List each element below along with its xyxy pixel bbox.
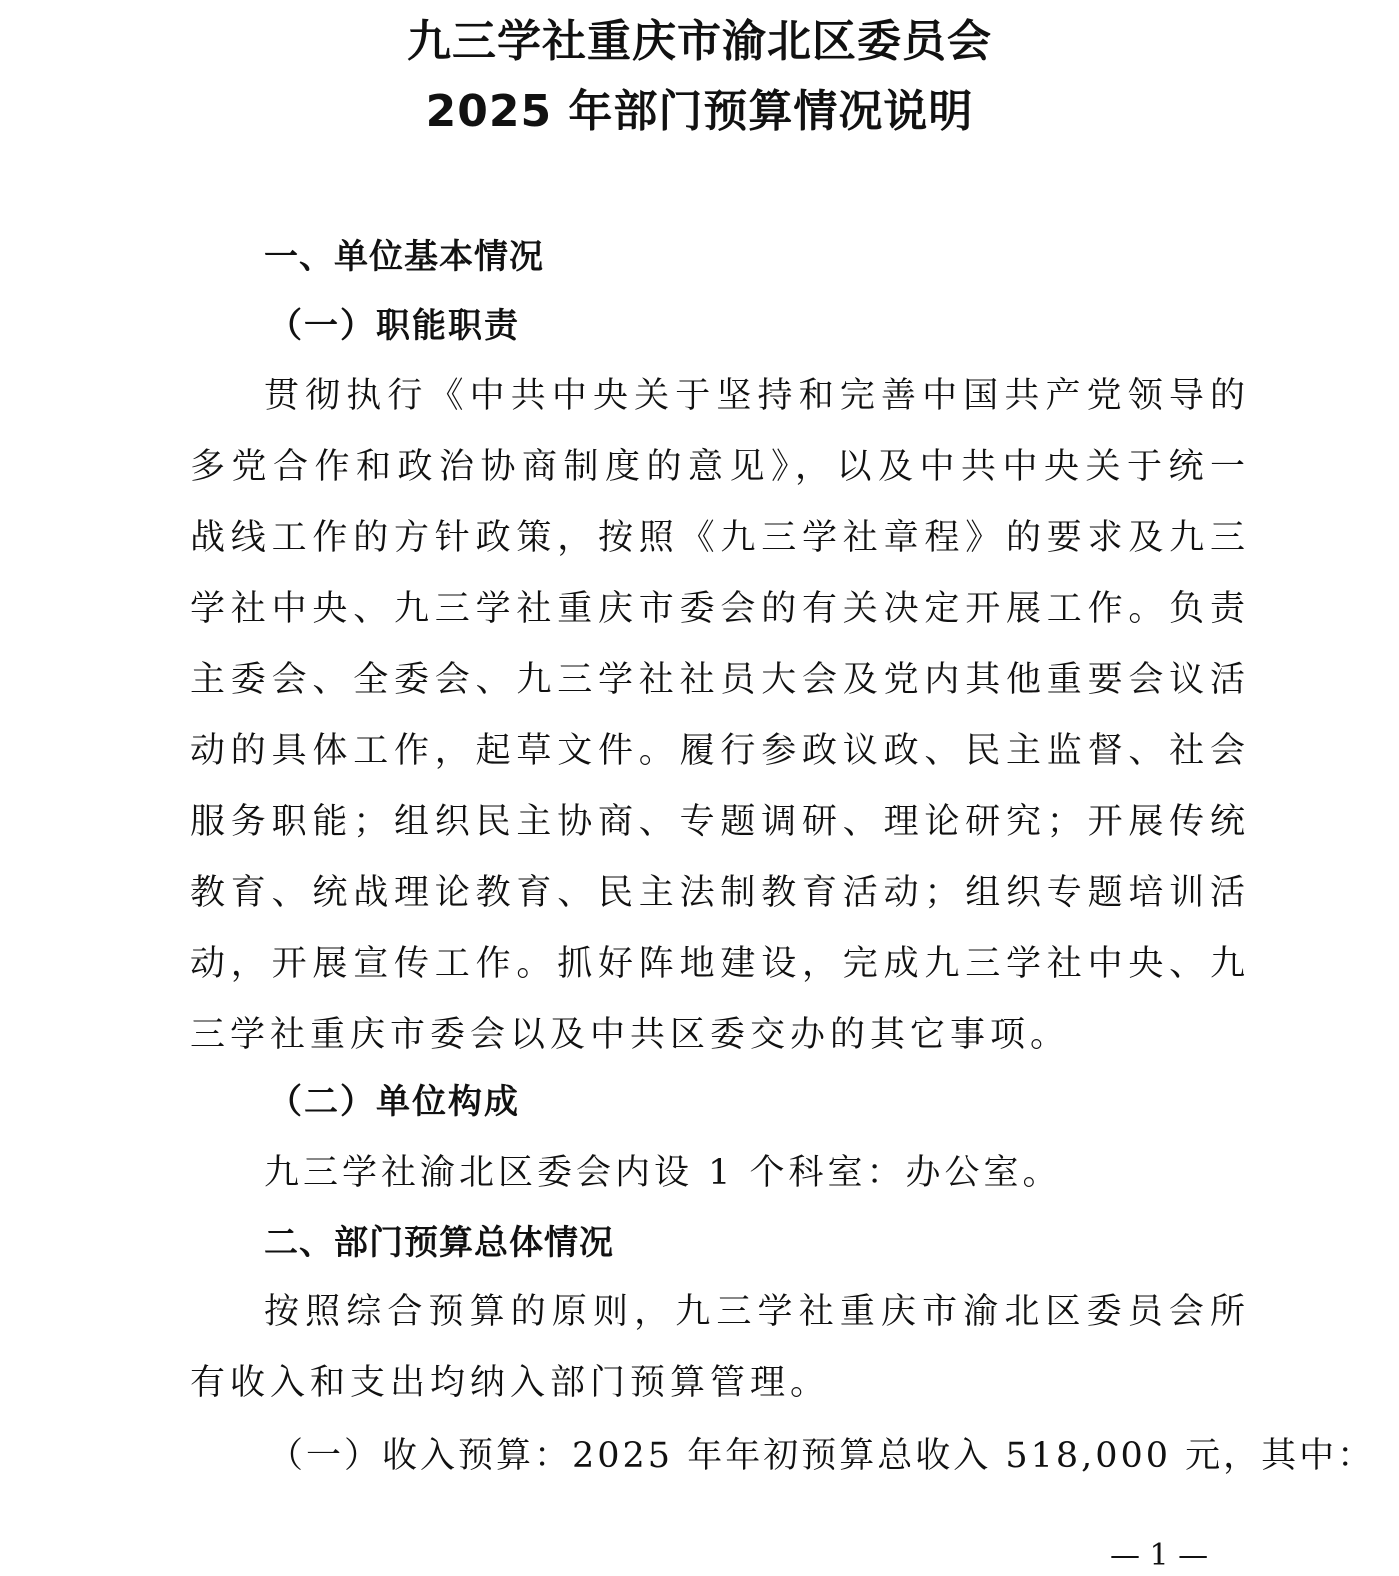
budget-overview-paragraph: 按照综合预算的原则，九三学社重庆市渝北区委员会所有收入和支出均纳入部门预算管理。 [190, 1292, 1250, 1403]
subsection-heading-functions: （一）职能职责 [268, 306, 520, 346]
subsection-heading-composition: （二）单位构成 [268, 1082, 520, 1122]
page-number: — 1 — [1110, 1538, 1209, 1573]
section-heading-budget-overview: 二、部门预算总体情况 [264, 1223, 614, 1263]
income-budget-line: （一）收入预算：2025 年年初预算总收入 518,000 元，其中： [268, 1436, 1376, 1476]
document-title-line2: 2025 年部门预算情况说明 [425, 86, 974, 137]
document-title-line1: 九三学社重庆市渝北区委员会 [407, 16, 992, 67]
functions-paragraph: 贯彻执行《中共中央关于坚持和完善中国共产党领导的多党合作和政治协商制度的意见》，以及中共中央关于统一战线工作的方针政策，按照《九三学社章程》的要求及九三学社中央、九三学社重庆市委会的有关决定开展工作。负责主委会、全委会、九三学社社员大会及党内其他重要会议活动的具体工作，起草文件。履行参政议政、民主监督、社会服务职能；组织民主协商、专题调研、理论研究；开展传统教育、统战理论教育、民主法制教育活动；组织专题培训活动，开展宣传工作。抓好阵地建设，完成九三学社中央、九三学社重庆市委会以及中共区委交办的其它事项。 [190, 376, 1250, 1055]
section-heading-basic-info: 一、单位基本情况 [264, 237, 544, 277]
composition-text: 九三学社渝北区委会内设 1 个科室：办公室。 [264, 1153, 1062, 1193]
